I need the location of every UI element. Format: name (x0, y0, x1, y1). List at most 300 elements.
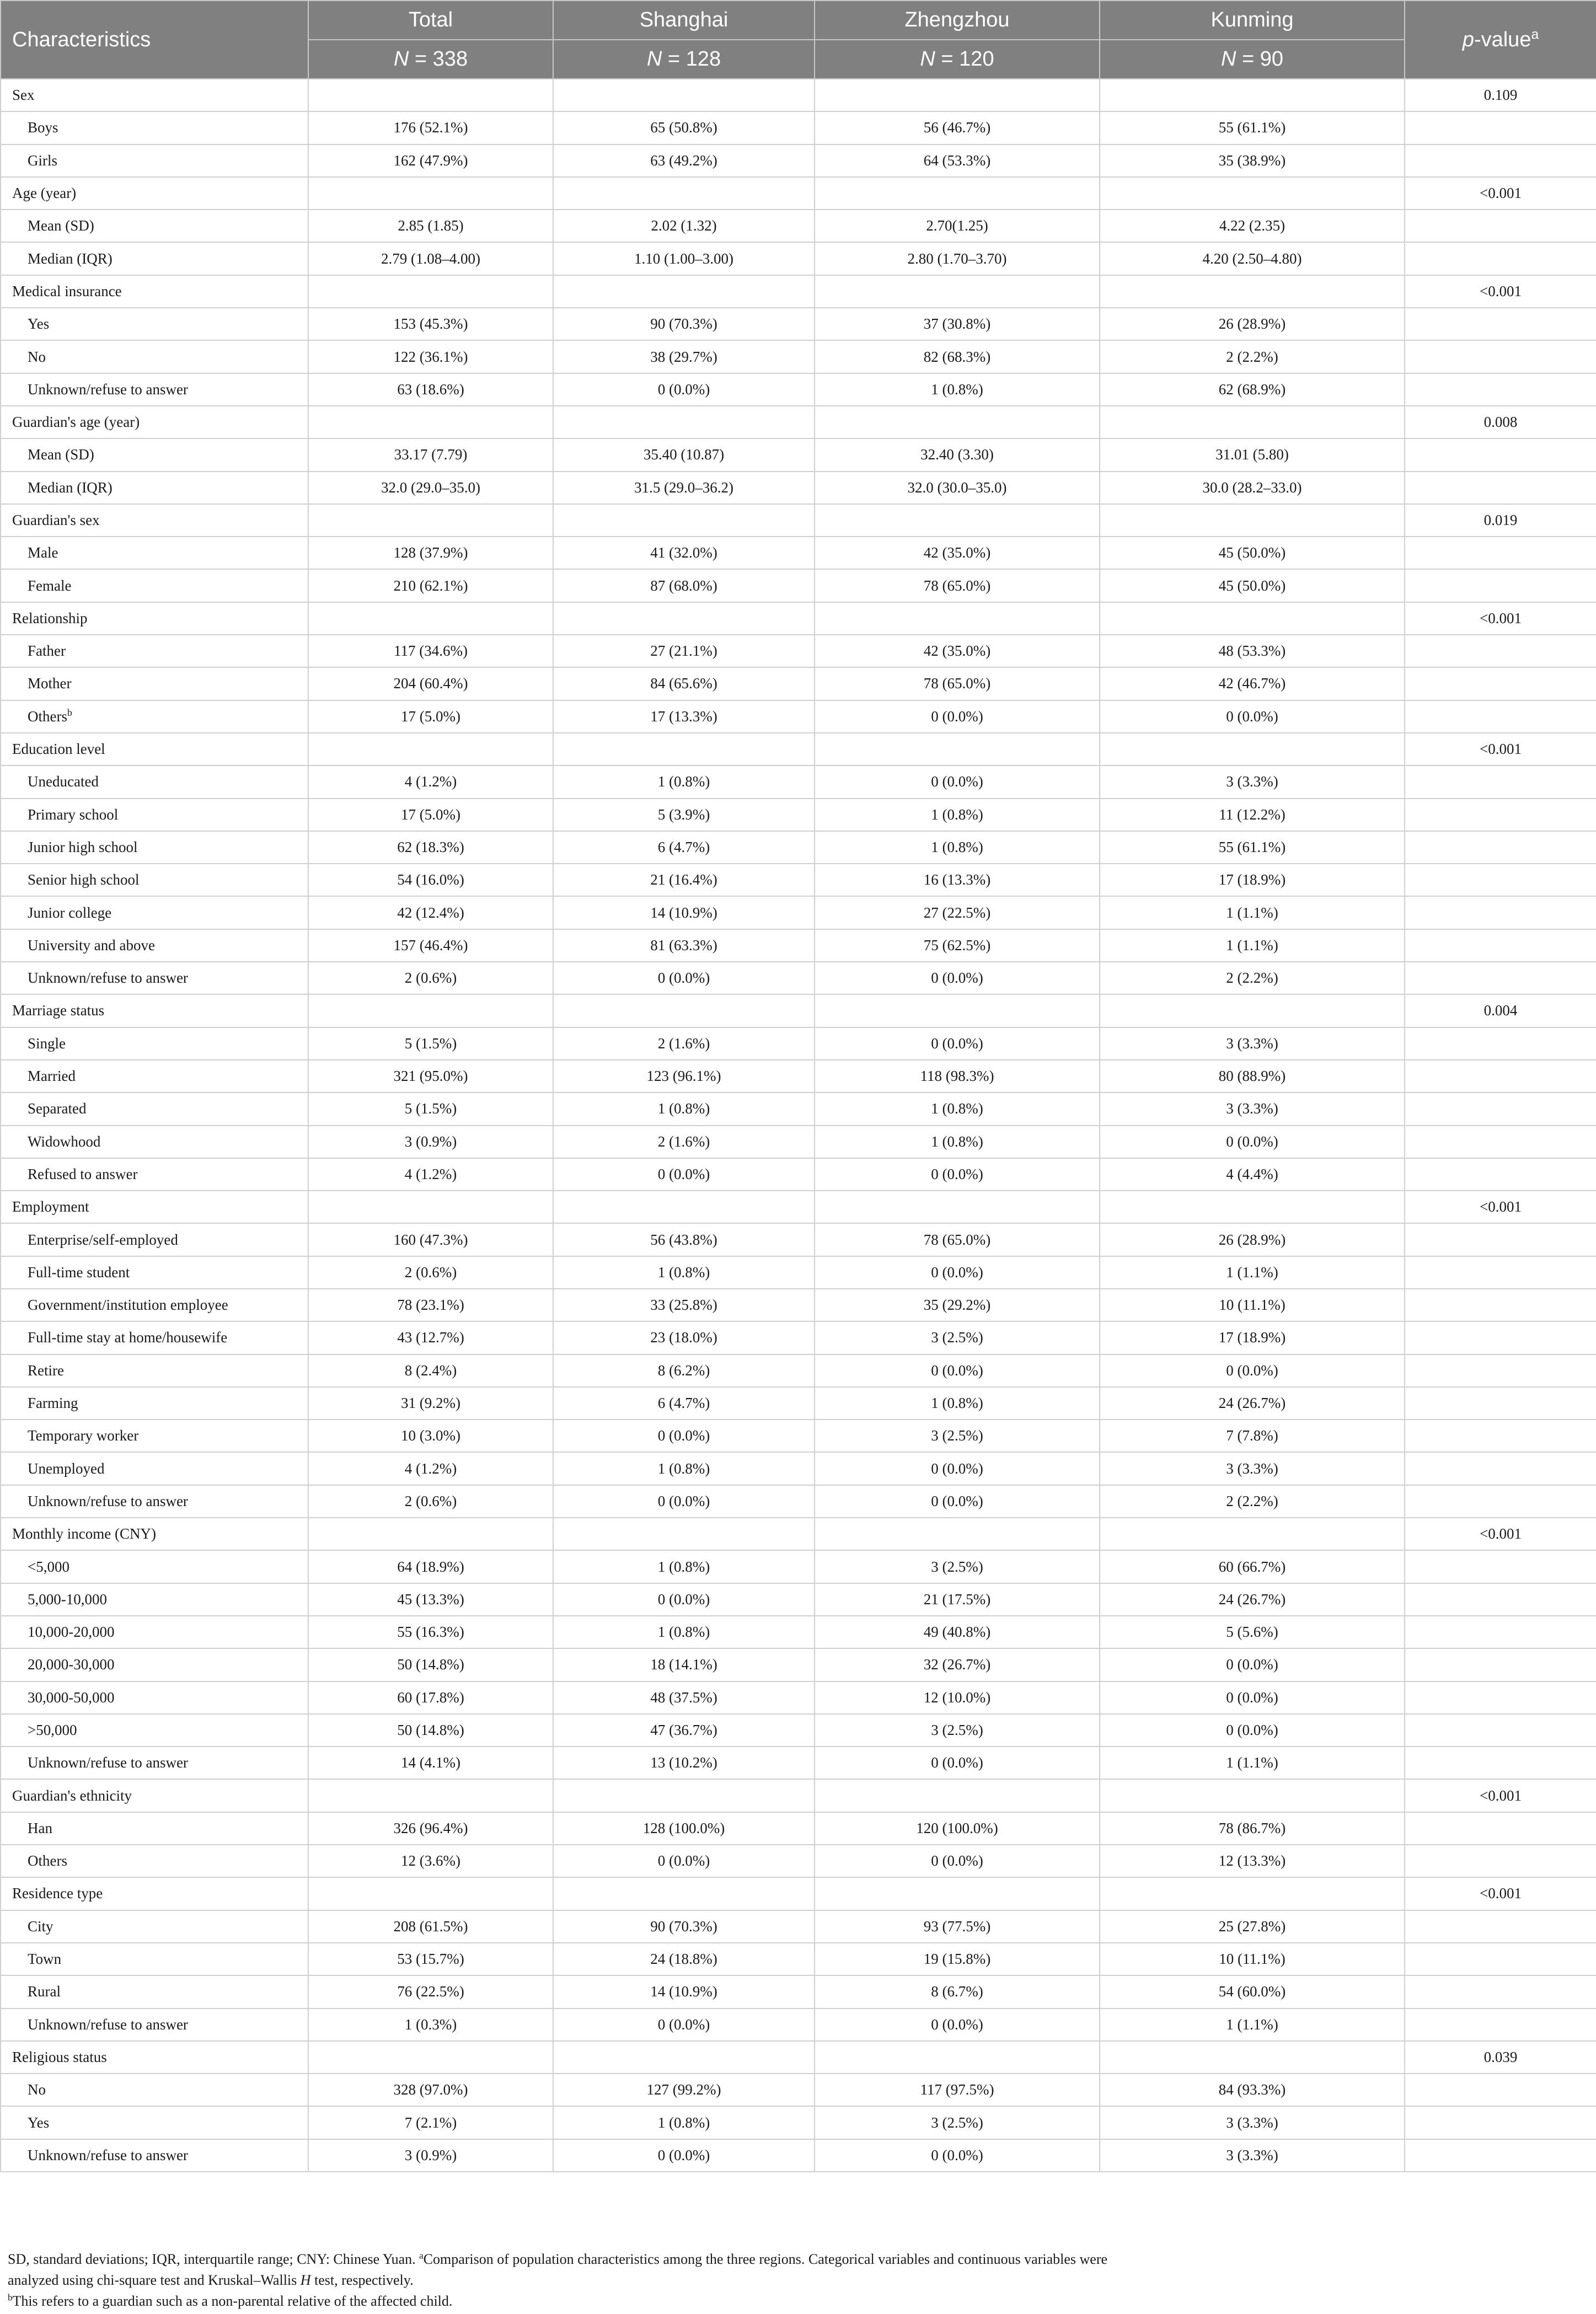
row-label (1, 111, 308, 144)
table-row (1, 1027, 1596, 1060)
cell-p-value (1405, 1256, 1596, 1289)
cell-total: 3 (0.9%) (308, 1126, 553, 1158)
cell-total: 53 (15.7%) (308, 1943, 553, 1975)
cell-shanghai: 33 (25.8%) (553, 1289, 815, 1321)
cell-p-value (1405, 1975, 1596, 2008)
cell-shanghai (553, 275, 815, 308)
cell-kunming (1100, 2041, 1405, 2074)
header-shanghai: Shanghai (553, 1, 815, 40)
cell-shanghai (553, 1518, 815, 1550)
label-text: Junior college (28, 904, 112, 921)
table-row (1, 799, 1596, 831)
label-text: Temporary worker (28, 1427, 139, 1444)
cell-zhengzhou: 42 (35.0%) (815, 635, 1100, 667)
cell-kunming: 2 (2.2%) (1100, 340, 1405, 373)
category-row (1, 406, 1596, 438)
label-text: Yes (28, 315, 50, 333)
cell-kunming: 4.22 (2.35) (1100, 210, 1405, 242)
footnote-line-2: analyzed using chi-square test and Kruskal–Wallis H test, respectively. (8, 2272, 414, 2288)
cell-zhengzhou: 37 (30.8%) (815, 308, 1100, 340)
cell-zhengzhou: 21 (17.5%) (815, 1583, 1100, 1616)
table-row (1, 1452, 1596, 1485)
cell-zhengzhou (815, 275, 1100, 308)
row-label (1, 1256, 308, 1289)
cell-zhengzhou: 82 (68.3%) (815, 340, 1100, 373)
label-text: Monthly income (CNY) (12, 1525, 156, 1542)
row-label (1, 438, 308, 471)
cell-total: 50 (14.8%) (308, 1648, 553, 1681)
cell-p-value (1405, 1550, 1596, 1583)
row-label (1, 1126, 308, 1158)
cell-kunming: 62 (68.9%) (1100, 373, 1405, 406)
cell-shanghai: 24 (18.8%) (553, 1943, 815, 1975)
row-label (1, 1387, 308, 1420)
label-text: Male (28, 544, 58, 561)
cell-zhengzhou (815, 406, 1100, 438)
row-label (1, 1092, 308, 1125)
table-row (1, 242, 1596, 275)
cell-total: 14 (4.1%) (308, 1747, 553, 1779)
cell-kunming: 26 (28.9%) (1100, 1223, 1405, 1256)
cell-p-value (1405, 799, 1596, 831)
cell-p-value (1405, 2074, 1596, 2106)
cell-p-value (1405, 700, 1596, 733)
label-text: Education level (12, 741, 105, 758)
row-label (1, 1485, 308, 1518)
cell-total (308, 733, 553, 765)
cell-shanghai: 0 (0.0%) (553, 2008, 815, 2041)
header-n-zhengzhou: N = 120 (815, 40, 1100, 79)
label-text: Enterprise/self-employed (28, 1231, 178, 1248)
cell-kunming: 0 (0.0%) (1100, 1126, 1405, 1158)
cell-shanghai: 48 (37.5%) (553, 1681, 815, 1714)
cell-total (308, 994, 553, 1027)
label-text: >50,000 (28, 1721, 77, 1738)
row-label (1, 1910, 308, 1943)
table-row (1, 1616, 1596, 1648)
label-text: Mean (SD) (28, 446, 94, 463)
label-text: <5,000 (28, 1558, 69, 1575)
cell-kunming (1100, 1191, 1405, 1223)
cell-total: 10 (3.0%) (308, 1420, 553, 1452)
cell-kunming: 2 (2.2%) (1100, 962, 1405, 994)
cell-zhengzhou: 1 (0.8%) (815, 1126, 1100, 1158)
label-text: Mother (28, 675, 72, 692)
cell-kunming: 42 (46.7%) (1100, 667, 1405, 700)
cell-kunming (1100, 406, 1405, 438)
label-text: Refused to answer (28, 1165, 138, 1182)
cell-kunming: 3 (3.3%) (1100, 2139, 1405, 2172)
cell-shanghai: 1 (0.8%) (553, 1550, 815, 1583)
label-text: Mean (SD) (28, 217, 94, 234)
cell-kunming: 1 (1.1%) (1100, 1747, 1405, 1779)
cell-p-value (1405, 1910, 1596, 1943)
table-row (1, 111, 1596, 144)
cell-total: 55 (16.3%) (308, 1616, 553, 1648)
cell-total: 54 (16.0%) (308, 864, 553, 896)
cell-shanghai: 47 (36.7%) (553, 1714, 815, 1747)
cell-zhengzhou: 1 (0.8%) (815, 831, 1100, 864)
category-row (1, 602, 1596, 635)
cell-p-value (1405, 1812, 1596, 1845)
cell-zhengzhou (815, 504, 1100, 537)
cell-p-value (1405, 1583, 1596, 1616)
table-row (1, 1747, 1596, 1779)
cell-p-value (1405, 1943, 1596, 1975)
cell-shanghai (553, 2041, 815, 2074)
label-text: Others (28, 1852, 67, 1870)
cell-zhengzhou: 0 (0.0%) (815, 2139, 1100, 2172)
cell-zhengzhou: 0 (0.0%) (815, 1485, 1100, 1518)
category-label (1, 1779, 308, 1812)
cell-p-value (1405, 1289, 1596, 1321)
label-text: Guardian's age (year) (12, 414, 140, 431)
cell-kunming: 80 (88.9%) (1100, 1060, 1405, 1092)
cell-kunming: 17 (18.9%) (1100, 1321, 1405, 1354)
label-text: Full-time stay at home/housewife (28, 1329, 228, 1346)
cell-p-value (1405, 1387, 1596, 1420)
cell-shanghai: 87 (68.0%) (553, 569, 815, 602)
header-kunming: Kunming (1100, 1, 1405, 40)
cell-total: 42 (12.4%) (308, 896, 553, 929)
cell-shanghai: 2 (1.6%) (553, 1027, 815, 1060)
cell-p-value (1405, 831, 1596, 864)
row-label (1, 1648, 308, 1681)
cell-total (308, 1191, 553, 1223)
cell-total: 160 (47.3%) (308, 1223, 553, 1256)
label-text: Employment (12, 1198, 89, 1215)
cell-zhengzhou (815, 1518, 1100, 1550)
category-label (1, 1191, 308, 1223)
cell-shanghai: 56 (43.8%) (553, 1223, 815, 1256)
cell-zhengzhou: 1 (0.8%) (815, 1387, 1100, 1420)
cell-p-value (1405, 962, 1596, 994)
category-row (1, 79, 1596, 111)
row-label (1, 1452, 308, 1485)
cell-total: 1 (0.3%) (308, 2008, 553, 2041)
table-row (1, 1289, 1596, 1321)
table-row (1, 1943, 1596, 1975)
cell-kunming: 31.01 (5.80) (1100, 438, 1405, 471)
cell-p-value: 0.008 (1405, 406, 1596, 438)
cell-shanghai: 63 (49.2%) (553, 144, 815, 177)
category-label (1, 177, 308, 210)
label-text: Han (28, 1819, 52, 1836)
cell-zhengzhou: 8 (6.7%) (815, 1975, 1100, 2008)
row-label (1, 144, 308, 177)
label-text: Government/institution employee (28, 1297, 228, 1314)
cell-p-value (1405, 144, 1596, 177)
table-row (1, 1714, 1596, 1747)
cell-kunming: 35 (38.9%) (1100, 144, 1405, 177)
cell-zhengzhou: 3 (2.5%) (815, 2106, 1100, 2139)
cell-zhengzhou: 75 (62.5%) (815, 929, 1100, 962)
footnote-line-3: $^b$This refers to a guardian such as a non-parental relative of the affected child. (8, 2292, 453, 2309)
cell-total: 76 (22.5%) (308, 1975, 553, 2008)
cell-kunming: 1 (1.1%) (1100, 929, 1405, 962)
cell-kunming (1100, 504, 1405, 537)
cell-total: 62 (18.3%) (308, 831, 553, 864)
cell-kunming: 60 (66.7%) (1100, 1550, 1405, 1583)
label-text: Boys (28, 119, 58, 136)
row-label (1, 864, 308, 896)
cell-zhengzhou: 0 (0.0%) (815, 1354, 1100, 1387)
table-row (1, 438, 1596, 471)
row-label (1, 1158, 308, 1191)
cell-zhengzhou: 32.40 (3.30) (815, 438, 1100, 471)
label-text: Father (28, 642, 66, 660)
row-label (1, 831, 308, 864)
cell-shanghai: 6 (4.7%) (553, 831, 815, 864)
cell-p-value (1405, 2106, 1596, 2139)
cell-zhengzhou (815, 1779, 1100, 1812)
row-label (1, 667, 308, 700)
cell-zhengzhou: 2.70(1.25) (815, 210, 1100, 242)
cell-zhengzhou: 16 (13.3%) (815, 864, 1100, 896)
table-row (1, 1354, 1596, 1387)
cell-kunming: 3 (3.3%) (1100, 1452, 1405, 1485)
label-text: Marriage status (12, 1002, 105, 1019)
cell-p-value (1405, 1060, 1596, 1092)
row-label (1, 1354, 308, 1387)
category-row (1, 1191, 1596, 1223)
cell-shanghai (553, 79, 815, 111)
cell-shanghai: 1 (0.8%) (553, 2106, 815, 2139)
cell-total (308, 275, 553, 308)
row-label (1, 765, 308, 798)
label-text: Retire (28, 1362, 64, 1379)
cell-zhengzhou: 3 (2.5%) (815, 1321, 1100, 1354)
cell-shanghai: 6 (4.7%) (553, 1387, 815, 1420)
cell-kunming: 1 (1.1%) (1100, 896, 1405, 929)
cell-shanghai: 35.40 (10.87) (553, 438, 815, 471)
category-label (1, 1518, 308, 1550)
cell-kunming (1100, 733, 1405, 765)
table-row (1, 1812, 1596, 1845)
table-row (1, 1910, 1596, 1943)
category-row (1, 733, 1596, 765)
table-row (1, 1550, 1596, 1583)
cell-total: 2 (0.6%) (308, 1485, 553, 1518)
table-row (1, 1256, 1596, 1289)
cell-zhengzhou: 0 (0.0%) (815, 1158, 1100, 1191)
table-row (1, 700, 1596, 733)
cell-p-value: <0.001 (1405, 1877, 1596, 1910)
cell-shanghai (553, 177, 815, 210)
label-text: Unknown/refuse to answer (28, 2016, 188, 2033)
cell-p-value (1405, 537, 1596, 569)
table-row (1, 472, 1596, 504)
cell-shanghai: 1 (0.8%) (553, 765, 815, 798)
row-label (1, 1845, 308, 1877)
cell-kunming: 10 (11.1%) (1100, 1943, 1405, 1975)
cell-shanghai: 1 (0.8%) (553, 1616, 815, 1648)
label-text: Unknown/refuse to answer (28, 1492, 188, 1509)
cell-p-value (1405, 1223, 1596, 1256)
cell-p-value (1405, 373, 1596, 406)
category-label (1, 733, 308, 765)
label-text: 5,000-10,000 (28, 1590, 107, 1608)
cell-total (308, 177, 553, 210)
cell-zhengzhou: 120 (100.0%) (815, 1812, 1100, 1845)
cell-kunming: 11 (12.2%) (1100, 799, 1405, 831)
label-text: 20,000-30,000 (28, 1656, 115, 1673)
cell-total: 4 (1.2%) (308, 765, 553, 798)
cell-zhengzhou: 93 (77.5%) (815, 1910, 1100, 1943)
cell-p-value (1405, 569, 1596, 602)
table-row (1, 373, 1596, 406)
cell-shanghai: 17 (13.3%) (553, 700, 815, 733)
cell-total: 4 (1.2%) (308, 1452, 553, 1485)
category-label (1, 504, 308, 537)
row-label (1, 2008, 308, 2041)
cell-shanghai: 8 (6.2%) (553, 1354, 815, 1387)
row-label (1, 537, 308, 569)
cell-kunming (1100, 1779, 1405, 1812)
cell-shanghai: 1 (0.8%) (553, 1452, 815, 1485)
cell-total: 60 (17.8%) (308, 1681, 553, 1714)
cell-zhengzhou (815, 2041, 1100, 2074)
cell-zhengzhou (815, 79, 1100, 111)
cell-total: 321 (95.0%) (308, 1060, 553, 1092)
cell-zhengzhou: 117 (97.5%) (815, 2074, 1100, 2106)
cell-shanghai: 31.5 (29.0–36.2) (553, 472, 815, 504)
cell-kunming: 1 (1.1%) (1100, 2008, 1405, 2041)
table-row (1, 1321, 1596, 1354)
cell-kunming: 25 (27.8%) (1100, 1910, 1405, 1943)
cell-p-value (1405, 2139, 1596, 2172)
table-row (1, 1126, 1596, 1158)
table-row (1, 1387, 1596, 1420)
cell-zhengzhou: 19 (15.8%) (815, 1943, 1100, 1975)
cell-p-value (1405, 1616, 1596, 1648)
cell-shanghai: 127 (99.2%) (553, 2074, 815, 2106)
cell-kunming: 7 (7.8%) (1100, 1420, 1405, 1452)
label-text: Residence type (12, 1885, 103, 1902)
cell-zhengzhou (815, 1191, 1100, 1223)
cell-p-value: 0.109 (1405, 79, 1596, 111)
row-label (1, 1027, 308, 1060)
cell-total (308, 504, 553, 537)
table-row (1, 1092, 1596, 1125)
cell-kunming: 1 (1.1%) (1100, 1256, 1405, 1289)
row-label (1, 962, 308, 994)
cell-kunming: 12 (13.3%) (1100, 1845, 1405, 1877)
label-text: Single (28, 1035, 66, 1052)
cell-shanghai (553, 1779, 815, 1812)
cell-kunming: 55 (61.1%) (1100, 831, 1405, 864)
row-label (1, 373, 308, 406)
cell-kunming: 10 (11.1%) (1100, 1289, 1405, 1321)
cell-total: 50 (14.8%) (308, 1714, 553, 1747)
header-total: Total (308, 1, 553, 40)
cell-shanghai (553, 1191, 815, 1223)
label-text: Sex (12, 87, 35, 104)
cell-p-value (1405, 2008, 1596, 2041)
label-text: Yes (28, 2114, 50, 2131)
table-row (1, 765, 1596, 798)
cell-total: 4 (1.2%) (308, 1158, 553, 1191)
cell-kunming: 4.20 (2.50–4.80) (1100, 242, 1405, 275)
cell-total: 2.85 (1.85) (308, 210, 553, 242)
cell-zhengzhou: 1 (0.8%) (815, 373, 1100, 406)
label-text: Unknown/refuse to answer (28, 381, 188, 398)
label-text: Female (28, 577, 72, 594)
cell-kunming: 26 (28.9%) (1100, 308, 1405, 340)
cell-total: 176 (52.1%) (308, 111, 553, 144)
table-row (1, 2106, 1596, 2139)
cell-shanghai: 0 (0.0%) (553, 2139, 815, 2172)
row-label (1, 635, 308, 667)
cell-total: 5 (1.5%) (308, 1027, 553, 1060)
label-text: Relationship (12, 609, 88, 626)
cell-shanghai (553, 994, 815, 1027)
cell-kunming: 55 (61.1%) (1100, 111, 1405, 144)
cell-zhengzhou: 78 (65.0%) (815, 1223, 1100, 1256)
category-label (1, 1877, 308, 1910)
cell-p-value: 0.019 (1405, 504, 1596, 537)
table-row (1, 569, 1596, 602)
row-label (1, 1060, 308, 1092)
cell-total: 2 (0.6%) (308, 962, 553, 994)
label-text: Senior high school (28, 871, 140, 888)
row-label (1, 1550, 308, 1583)
cell-total: 8 (2.4%) (308, 1354, 553, 1387)
cell-kunming: 3 (3.3%) (1100, 765, 1405, 798)
cell-total: 32.0 (29.0–35.0) (308, 472, 553, 504)
cell-p-value (1405, 1681, 1596, 1714)
cell-shanghai: 1 (0.8%) (553, 1256, 815, 1289)
label-text: Married (28, 1068, 76, 1085)
cell-total: 43 (12.7%) (308, 1321, 553, 1354)
cell-p-value (1405, 1126, 1596, 1158)
label-text: Guardian's ethnicity (12, 1787, 132, 1804)
cell-total (308, 79, 553, 111)
cell-total: 17 (5.0%) (308, 799, 553, 831)
cell-zhengzhou: 64 (53.3%) (815, 144, 1100, 177)
cell-zhengzhou: 42 (35.0%) (815, 537, 1100, 569)
cell-p-value (1405, 1027, 1596, 1060)
cell-shanghai (553, 602, 815, 635)
cell-total: 63 (18.6%) (308, 373, 553, 406)
row-label (1, 896, 308, 929)
row-label (1, 210, 308, 242)
cell-p-value: <0.001 (1405, 177, 1596, 210)
cell-kunming (1100, 177, 1405, 210)
cell-kunming: 78 (86.7%) (1100, 1812, 1405, 1845)
cell-kunming: 24 (26.7%) (1100, 1387, 1405, 1420)
table-footnotes (8, 2249, 1585, 2312)
row-label (1, 700, 308, 733)
cell-zhengzhou: 27 (22.5%) (815, 896, 1100, 929)
cell-zhengzhou: 1 (0.8%) (815, 1092, 1100, 1125)
row-label (1, 1747, 308, 1779)
label-text: 30,000-50,000 (28, 1689, 115, 1706)
cell-kunming: 30.0 (28.2–33.0) (1100, 472, 1405, 504)
label-text: No (28, 348, 46, 365)
label-text: Median (IQR) (28, 250, 113, 267)
cell-shanghai: 0 (0.0%) (553, 373, 815, 406)
table-row (1, 1158, 1596, 1191)
cell-zhengzhou: 0 (0.0%) (815, 962, 1100, 994)
cell-zhengzhou: 0 (0.0%) (815, 1747, 1100, 1779)
table-row (1, 308, 1596, 340)
table-body (1, 79, 1596, 2172)
table-row (1, 929, 1596, 962)
cell-total: 64 (18.9%) (308, 1550, 553, 1583)
row-label (1, 799, 308, 831)
cell-zhengzhou: 12 (10.0%) (815, 1681, 1100, 1714)
